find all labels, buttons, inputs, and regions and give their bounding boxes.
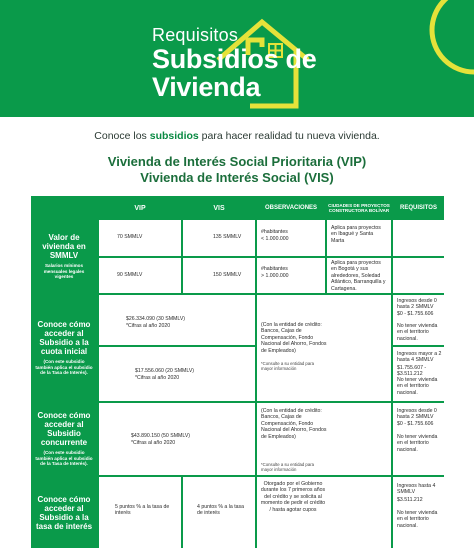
tasa-req-1: Ingresos hasta 4 SMMLV <box>397 483 436 496</box>
cell-tasa-vip <box>99 477 181 548</box>
vis-150-text: 150 SMMLV <box>213 272 242 278</box>
tasa-vip-text: 5 puntos % a la tasa de interés <box>115 504 170 517</box>
row4-label: Conoce cómo acceder al Subsidio a la tasa de interés <box>35 494 93 531</box>
intro-before: Conoce los <box>94 130 150 142</box>
concurrente-req-2: $0 - $1.755.606 <box>397 421 434 427</box>
row-label-tasa-interes <box>31 477 97 548</box>
cell-cuota-obs <box>257 295 391 401</box>
cuota-30-value: $26.334.090 (30 SMMLV) <box>126 316 186 322</box>
cities-a-text: Aplica para proyectos en Ibagué y Santa Marta <box>331 225 381 244</box>
row-label-valor-vivienda <box>31 220 97 293</box>
header-vip: VIP <box>134 204 146 212</box>
subsidy-table <box>31 196 444 548</box>
cuota-30-note: *Cifras al año 2020 <box>126 323 171 329</box>
cuota-req-b-2: $1.755.607 - $3.511.212 <box>397 365 427 378</box>
row2-label: Conoce cómo acceder al Subsidio a la cuota inicial <box>37 320 91 357</box>
vis-135-text: 135 SMMLV <box>213 234 242 240</box>
row2-note: (Con este subsidio también aplica el subsidio de la Tasa de Interés). <box>35 359 93 376</box>
row1-label: Valor de vivienda en SMMLV <box>42 233 86 261</box>
concurrente-value: $43.890.150 (50 SMMLV) <box>131 433 191 439</box>
cell-tasa-vis <box>183 477 255 548</box>
row-label-concurrente <box>31 403 97 475</box>
cuota-20-value: $17.556.060 (20 SMMLV) <box>135 368 195 374</box>
obs-a-line2: < 1.000.000 <box>261 236 289 242</box>
intro-after: para hacer realidad tu nueva vivienda. <box>198 130 380 142</box>
subtitle-line2: Vivienda de Interés Social (VIS) <box>140 170 334 185</box>
subtitle <box>0 154 474 186</box>
cell-cuota-20 <box>99 347 255 401</box>
cell-obs-a <box>257 220 325 256</box>
cell-vis-150 <box>183 258 255 293</box>
vip-90-text: 90 SMMLV <box>117 272 143 278</box>
banner-title-line3: Vivienda <box>152 72 261 102</box>
cell-obs-b <box>257 258 325 293</box>
concurrente-value-note: *Cifras al año 2020 <box>131 440 176 446</box>
cuota-req-b-3: No tener vivienda en el territorio nacional. <box>397 377 438 396</box>
concurrente-obs-text: (Con la entidad de crédito: Bancos, Cajas de Compensación, Fondo Nacional del Ahorro, Fondos de Empleados) <box>261 408 327 440</box>
cell-req-a <box>393 220 444 256</box>
cell-tasa-req <box>393 477 444 548</box>
cuota-req-b-1: Ingresos mayor a 2 hasta 4 SMMLV <box>397 351 442 364</box>
cuota-obs-note: *Consulte a su entidad para mayor información <box>261 361 315 372</box>
banner-title <box>152 26 316 101</box>
cities-b-text: Aplica para proyectos en Bogotá y sus alrededores, Soledad Atlántico, Barranquilla y Cartagena. <box>331 260 386 292</box>
cell-req-b <box>393 258 444 293</box>
cell-cities-a <box>327 220 391 256</box>
cuota-req-a-3: No tener vivienda en el territorio nacional. <box>397 323 438 342</box>
intro-highlight: subsidios <box>149 130 199 142</box>
cell-vip-90 <box>99 258 181 293</box>
header-observaciones: OBSERVACIONES <box>264 205 318 211</box>
vip-70-text: 70 SMMLV <box>117 234 143 240</box>
row-label-cuota-inicial <box>31 295 97 401</box>
header-ciudades: CIUDADES DE PROYECTOS CONSTRUCTORA BOLÍVAR <box>328 202 390 213</box>
concurrente-obs-note: *Consulte a su entidad para mayor información <box>261 462 315 473</box>
cell-concurrente-value <box>99 403 255 475</box>
obs-b-line2: > 1.000.000 <box>261 273 289 279</box>
obs-a-line1: #habitantes <box>261 229 288 235</box>
row1-note: Salarios mínimos mensuales legales vigentes <box>43 263 85 280</box>
cell-vip-70 <box>99 220 181 256</box>
cell-concurrente-req <box>393 403 444 475</box>
tasa-req-3: No tener vivienda en el territorio nacional. <box>397 510 438 529</box>
row3-note: (Con este subsidio también aplica el subsidio de la Tasa de Interés). <box>35 450 93 467</box>
cell-cuota-req-a <box>393 295 444 345</box>
tasa-vis-text: 4 puntos % a la tasa de interés <box>197 504 245 517</box>
header-banner <box>0 0 474 117</box>
cell-tasa-obs <box>257 477 391 548</box>
cuota-req-a-2: $0 - $1.755.606 <box>397 311 434 317</box>
obs-b-line1: #habitantes <box>261 266 288 272</box>
row3-label: Conoce cómo acceder al Subsidio concurrente <box>37 411 91 448</box>
cell-cuota-req-b <box>393 347 444 401</box>
cell-cities-b <box>327 258 391 293</box>
banner-title-line2: Subsidios de <box>152 44 317 74</box>
concurrente-req-1: Ingresos desde 0 hasta 2 SMMLV <box>397 408 437 421</box>
cuota-req-a-1: Ingresos desde 0 hasta 2 SMMLV <box>397 298 437 311</box>
header-vis: VIS <box>213 204 225 212</box>
cell-concurrente-obs <box>257 403 391 475</box>
tasa-req-2: $3.511.212 <box>397 497 423 503</box>
tasa-obs-text: Otorgado por el Gobierno durante los 7 primeros años del crédito y se solicita al momento de pedir el crédito / hasta agotar cupos <box>260 481 326 513</box>
concurrente-req-3: No tener vivienda en el territorio nacional. <box>397 434 438 453</box>
subtitle-line1: Vivienda de Interés Social Prioritaria (VIP) <box>107 154 367 169</box>
header-requisitos: REQUISITOS <box>400 205 437 211</box>
cell-cuota-30 <box>99 295 255 345</box>
cuota-20-note: *Cifras al año 2020 <box>135 375 180 381</box>
intro-text <box>0 130 474 142</box>
banner-title-line1: Requisitos <box>152 25 239 45</box>
cuota-obs-text: (Con la entidad de crédito: Bancos, Cajas de Compensación, Fondo Nacional del Ahorro, Fondos de Empleados) <box>261 322 327 354</box>
cell-vis-135 <box>183 220 255 256</box>
